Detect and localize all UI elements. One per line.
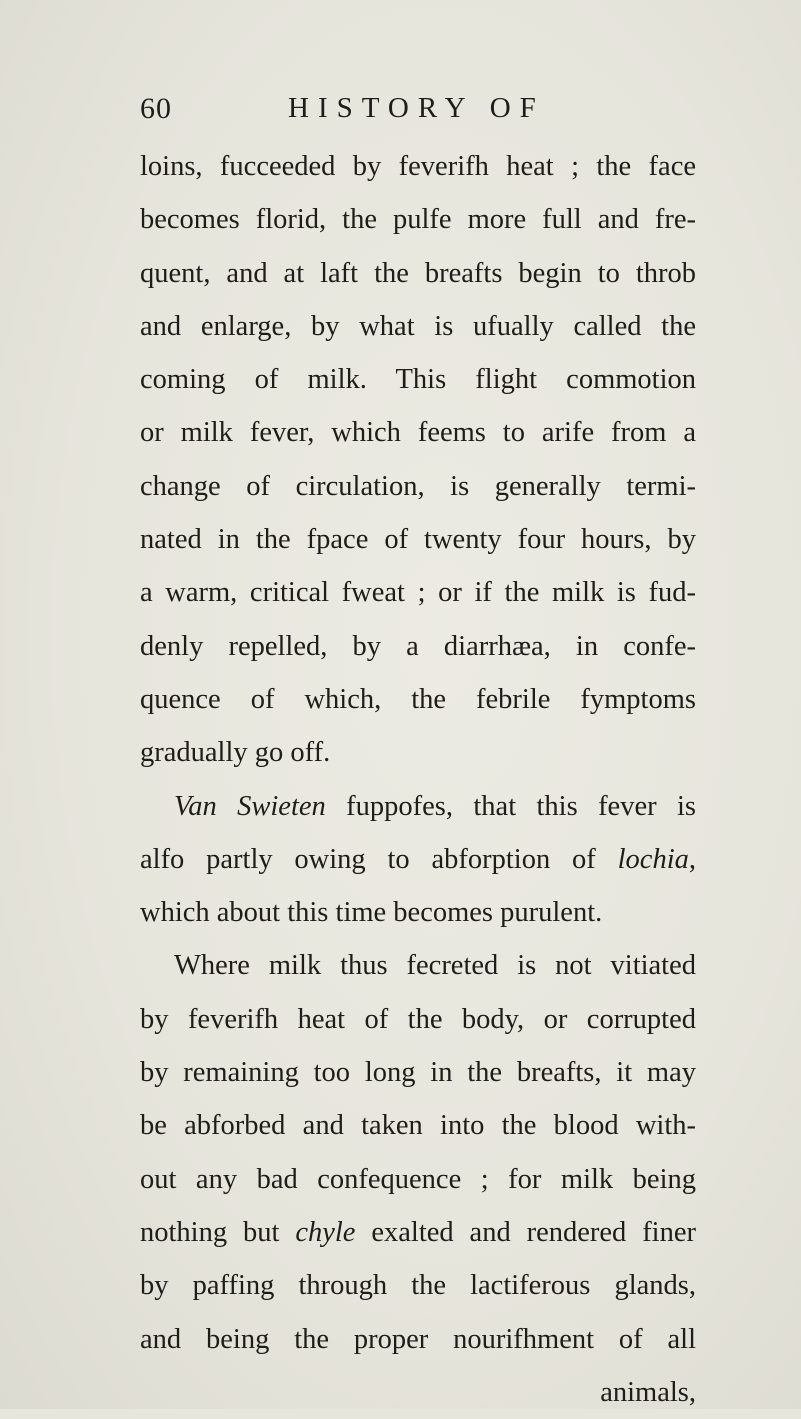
- text-line: nated in the fpace of twenty four hours, by: [140, 524, 696, 556]
- text-line: by feverifh heat of the body, or corrupted: [140, 1003, 696, 1035]
- text-line: out any bad confequence ; for milk being: [140, 1163, 696, 1195]
- text-line: [140, 833, 696, 886]
- text-line: be abforbed and taken into the blood with-: [140, 1110, 696, 1142]
- running-head: HISTORY OF: [288, 92, 545, 124]
- text-line: loins, fucceeded by feverifh heat ; the face: [140, 151, 696, 182]
- body-text: [140, 140, 696, 1419]
- text-line: change of circulation, is generally termi-: [140, 470, 696, 502]
- text-line: coming of milk. This flight commotion: [140, 364, 696, 396]
- italic-term: chyle: [295, 1216, 356, 1248]
- text-span: nothing but: [140, 1216, 296, 1248]
- text-span: fuppofes, that this fever is: [325, 790, 696, 822]
- italic-name: Van Swieten: [174, 790, 326, 822]
- text-line: a warm, critical fweat ; or if the milk is fud-: [140, 577, 696, 609]
- text-line: and being the proper nourifhment of all: [140, 1323, 696, 1355]
- text-line: quent, and at laft the breafts begin to throb: [140, 257, 696, 289]
- text-line: [140, 780, 696, 833]
- text-line: by remaining too long in the breafts, it may: [140, 1057, 696, 1089]
- text-line: by paffing through the lactiferous glands,: [140, 1270, 696, 1302]
- page-number: 60: [140, 92, 172, 125]
- catchword: animals,: [600, 1376, 696, 1408]
- text-span: alfo partly owing to abforption of: [140, 843, 618, 875]
- page-header: [140, 92, 660, 132]
- text-span: ,: [688, 843, 696, 875]
- text-line: Where milk thus fecreted is not vitiated: [174, 950, 696, 982]
- italic-term: lochia: [617, 843, 689, 875]
- text-line: quence of which, the febrile fymptoms: [140, 683, 696, 715]
- text-span: exalted and rendered finer: [355, 1216, 696, 1248]
- text-line: gradually go off.: [140, 737, 331, 769]
- text-line: or milk fever, which feems to arife from a: [140, 417, 696, 449]
- text-line: [140, 1206, 696, 1259]
- text-line: denly repelled, by a diarrhæa, in confe-: [140, 630, 696, 662]
- text-line: becomes florid, the pulfe more full and fre-: [140, 204, 696, 236]
- text-line: which about this time becomes purulent.: [140, 897, 603, 929]
- text-line: and enlarge, by what is ufually called the: [140, 310, 696, 342]
